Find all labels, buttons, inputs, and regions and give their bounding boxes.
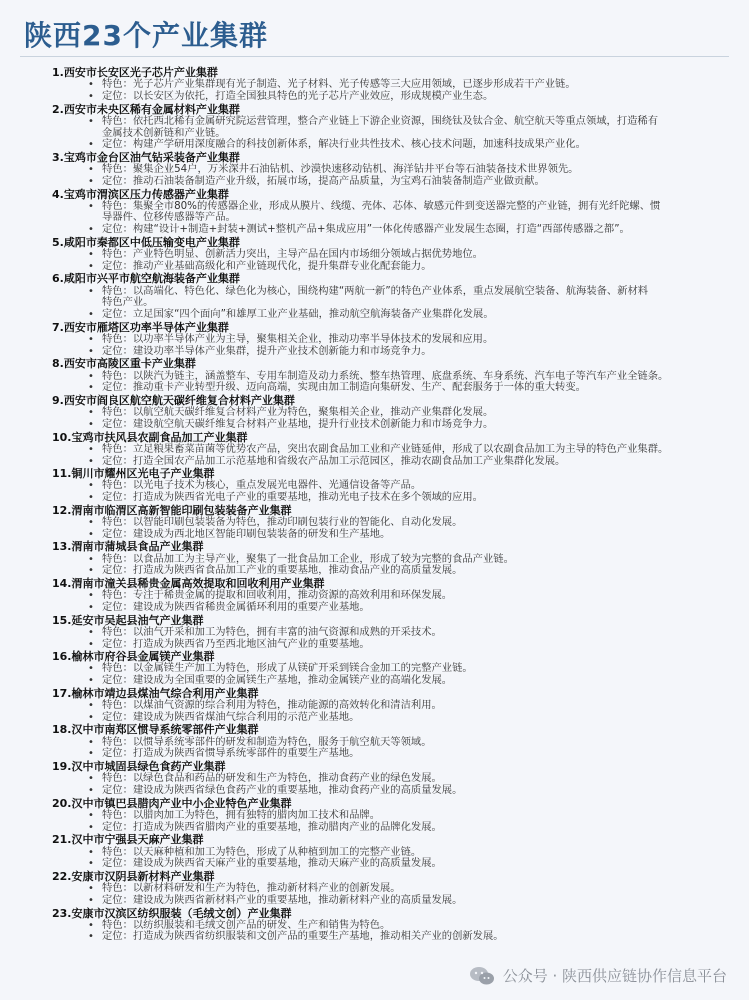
- feature-text: 以天麻种植和加工为特色，形成了从种植到加工的完整产业链。: [132, 845, 422, 858]
- position-text: 打造成为陕西省食品加工产业的重要基地，推动食品产业的高质量发展。: [132, 564, 463, 577]
- position-text: 建设成为陕西省天麻产业的重要基地，推动天麻产业的高质量发展。: [132, 857, 442, 870]
- bullet-icon: •: [88, 455, 94, 467]
- position-text: 打造成为陕西省腊肉产业的重要基地，推动腊肉产业的品牌化发展。: [132, 820, 442, 833]
- position-label: 定位：: [102, 344, 133, 357]
- feature-label: 特色：: [102, 845, 133, 858]
- page-title: 陕西23个产业集群: [24, 19, 268, 52]
- feature-text: 以功率半导体产业为主导，聚集相关企业，推动功率半导体技术的发展和应用。: [132, 332, 494, 345]
- feature-label: 特色：: [102, 882, 133, 895]
- cluster-item: [52, 103, 728, 151]
- cluster-title: 17.榆林市靖边县煤油气综合利用产业集群: [52, 686, 259, 700]
- cluster-position-line: [52, 419, 728, 431]
- cluster-position-line: [52, 529, 728, 541]
- cluster-title: 13.渭南市蒲城县食品产业集群: [52, 540, 204, 554]
- position-text: 打造全国农产品加工示范基地和省级农产品加工示范园区，推动农副食品加工产业集群化发展。: [132, 454, 566, 467]
- position-label: 定位：: [102, 893, 133, 906]
- feature-label: 特色：: [102, 699, 133, 712]
- cluster-position-line: [52, 309, 728, 321]
- position-text: 推动重卡产业转型升级、迈向高端，实现由加工制造向集研发、生产、配套服务于一体的重大转变。: [132, 381, 586, 394]
- bullet-icon: •: [88, 565, 94, 577]
- bullet-icon: •: [88, 175, 94, 187]
- cluster-item: [52, 540, 728, 577]
- position-text: 打造成为陕西省惯导系统零部件的重要生产基地。: [132, 747, 360, 760]
- cluster-item: [52, 394, 728, 431]
- position-label: 定位：: [102, 417, 133, 430]
- cluster-title: 2.西安市未央区稀有金属材料产业集群: [52, 102, 240, 116]
- bullet-icon: •: [88, 773, 94, 785]
- cluster-title: 15.延安市吴起县油气产业集群: [52, 613, 204, 627]
- feature-label: 特色：: [102, 284, 133, 297]
- cluster-title: 16.榆林市府谷县金属镁产业集群: [52, 650, 215, 664]
- cluster-item: [52, 236, 728, 273]
- cluster-position-line: [52, 492, 728, 504]
- bullet-icon: •: [88, 79, 94, 91]
- position-text: 建设成为陕西省煤油气综合利用的示范产业基地。: [132, 710, 360, 723]
- position-text: 立足国家“四个面向”和雄厚工业产业基础，推动航空航海装备产业集群化发展。: [132, 308, 494, 321]
- bullet-icon: •: [88, 626, 94, 638]
- position-label: 定位：: [102, 930, 133, 943]
- position-label: 定位：: [102, 820, 133, 833]
- position-label: 定位：: [102, 491, 133, 504]
- cluster-title: 1.西安市长安区光子芯片产业集群: [52, 66, 218, 79]
- bullet-icon: •: [88, 333, 94, 345]
- cluster-item: [52, 188, 728, 236]
- feature-text: 以惯导系统零部件的研发和制造为特色，服务于航空航天等领域。: [132, 735, 432, 748]
- feature-label: 特色：: [102, 369, 133, 382]
- cluster-title: 11.铜川市耀州区光电子产业集群: [52, 467, 215, 481]
- feature-text: 以智能印刷包装装备为特色，推动印刷包装行业的智能化、自动化发展。: [132, 516, 463, 529]
- cluster-position-line: [52, 261, 728, 273]
- feature-text: 光子芯片产业集群现有光子制造、光子材料、光子传感等三大应用领域，已逐步形成若干产业链。: [132, 78, 576, 91]
- bullet-icon: •: [88, 492, 94, 504]
- cluster-item: [52, 614, 728, 651]
- position-text: 打造成为陕西省乃至西北地区油气产业的重要基地。: [132, 637, 370, 650]
- cluster-item: [52, 357, 728, 394]
- cluster-item: [52, 431, 728, 468]
- bullet-icon: •: [88, 164, 94, 176]
- bullet-icon: •: [88, 115, 94, 127]
- feature-label: 特色：: [102, 918, 133, 931]
- feature-text: 以陕汽为链主，涵盖整车、专用车制造及动力系统、整车热管理、底盘系统、车身系统、汽车电子等汽车产业全链条。: [132, 369, 669, 382]
- position-label: 定位：: [102, 381, 133, 394]
- footer-watermark: [469, 965, 727, 986]
- cluster-title: 12.渭南市临渭区高新智能印刷包装装备产业集群: [52, 503, 292, 517]
- cluster-title: 22.安康市汉阴县新材料产业集群: [52, 869, 215, 883]
- bullet-icon: •: [88, 663, 94, 675]
- bullet-icon: •: [88, 858, 94, 870]
- feature-label: 特色：: [102, 625, 133, 638]
- cluster-item: [52, 577, 728, 614]
- feature-label: 特色：: [102, 248, 133, 261]
- bullet-icon: •: [88, 407, 94, 419]
- feature-text: 聚集企业54户，万米深井石油钻机、沙漠快速移动钻机、海洋钻井平台等石油装备技术世界领先。: [132, 163, 579, 176]
- bullet-icon: •: [88, 736, 94, 748]
- cluster-title: 5.咸阳市秦都区中低压输变电产业集群: [52, 235, 240, 249]
- bullet-icon: •: [88, 224, 94, 236]
- cluster-position-line: [52, 822, 728, 834]
- cluster-title: 14.渭南市潼关县稀贵金属高效提取和回收利用产业集群: [52, 577, 325, 591]
- cluster-title: 19.汉中市城固县绿色食药产业集群: [52, 760, 226, 774]
- cluster-item: [52, 760, 728, 797]
- feature-label: 特色：: [102, 516, 133, 529]
- cluster-item: [52, 151, 728, 188]
- cluster-title: 21.汉中市宁强县天麻产业集群: [52, 833, 204, 847]
- feature-label: 特色：: [102, 332, 133, 345]
- cluster-item: [52, 833, 728, 870]
- feature-text: 以航空航天碳纤维复合材料产业为特色，聚集相关企业，推动产业集群化发展。: [132, 406, 494, 419]
- position-text: 打造成为陕西省纺织服装和文创产品的重要生产基地，推动相关产业的创新发展。: [132, 930, 504, 943]
- cluster-item: [52, 687, 728, 724]
- cluster-item: [52, 321, 728, 358]
- feature-label: 特色：: [102, 808, 133, 821]
- feature-text: 金属技术创新链和产业链。: [102, 126, 226, 139]
- bullet-icon: •: [88, 528, 94, 540]
- cluster-item: [52, 66, 728, 103]
- feature-text: 集聚全市80%的传感器企业，形成从膜片、线缆、壳体、芯体、敏感元件到变送器完整的产业链，拥有光纤陀螺、惯: [132, 199, 661, 212]
- feature-text: 专注于稀贵金属的提取和回收利用，推动资源的高效利用和环保发展。: [132, 589, 453, 602]
- cluster-item: [52, 870, 728, 907]
- feature-label: 特色：: [102, 442, 133, 455]
- position-label: 定位：: [102, 783, 133, 796]
- bullet-icon: •: [88, 748, 94, 760]
- position-label: 定位：: [102, 710, 133, 723]
- cluster-list: [52, 66, 728, 943]
- feature-text: 以纺织服装和毛绒文创产品的研发、生产和销售为特色。: [132, 918, 391, 931]
- bullet-icon: •: [88, 846, 94, 858]
- feature-text: 以腊肉加工为特色，拥有独特的腊肉加工技术和品牌。: [132, 808, 381, 821]
- feature-text: 以煤油气资源的综合利用为特色，推动能源的高效转化和清洁利用。: [132, 699, 442, 712]
- feature-label: 特色：: [102, 772, 133, 785]
- position-text: 推动石油装备制造产业升级，拓展市场，提高产品质量，为宝鸡石油装备制造产业做贡献。: [132, 174, 545, 187]
- bullet-icon: •: [88, 931, 94, 943]
- position-label: 定位：: [102, 637, 133, 650]
- bullet-icon: •: [88, 443, 94, 455]
- bullet-icon: •: [88, 309, 94, 321]
- cluster-position-line: [52, 931, 728, 943]
- bullet-icon: •: [88, 638, 94, 650]
- bullet-icon: •: [88, 345, 94, 357]
- footer-text: 公众号 · 陕西供应链协作信息平台: [502, 967, 727, 985]
- feature-text: 以高端化、特色化、绿色化为核心，围绕构建“两航一新”的特色产业体系，重点发展航空装备、航海装备、新材料: [132, 284, 649, 297]
- feature-label: 特色：: [102, 406, 133, 419]
- bullet-icon: •: [88, 883, 94, 895]
- cluster-position-line: [52, 785, 728, 797]
- position-text: 建设成为陕西省绿色食药产业的重要基地，推动食药产业的高质量发展。: [132, 783, 463, 796]
- position-label: 定位：: [102, 138, 133, 151]
- bullet-icon: •: [88, 809, 94, 821]
- position-text: 建设航空航天碳纤维复合材料产业基地，提升行业技术创新能力和市场竞争力。: [132, 417, 494, 430]
- bullet-icon: •: [88, 382, 94, 394]
- cluster-title: 6.咸阳市兴平市航空航海装备产业集群: [52, 272, 240, 286]
- position-label: 定位：: [102, 308, 133, 321]
- cluster-title: 10.宝鸡市扶风县农副食品加工产业集群: [52, 430, 248, 444]
- feature-text: 以油气开采和加工为特色，拥有丰富的油气资源和成熟的开采技术。: [132, 625, 442, 638]
- bullet-icon: •: [88, 139, 94, 151]
- bullet-icon: •: [88, 601, 94, 613]
- bullet-icon: •: [88, 590, 94, 602]
- feature-text: 以绿色食品和药品的研发和生产为特色，推动食药产业的绿色发展。: [132, 772, 442, 785]
- bullet-icon: •: [88, 517, 94, 529]
- cluster-title: 3.宝鸡市金台区油气钻采装备产业集群: [52, 150, 240, 164]
- bullet-icon: •: [88, 480, 94, 492]
- bullet-icon: •: [88, 370, 94, 382]
- feature-text: 依托西北稀有金属研究院运营管理，整合产业链上下游企业资源，围绕钛及钛合金、航空航天等重点领域，打造稀有: [132, 114, 659, 127]
- position-text: 推动产业基础高级化和产业链现代化，提升集群专业化配套能力。: [132, 259, 432, 272]
- bullet-icon: •: [88, 700, 94, 712]
- feature-text: 以光电子技术为核心，重点发展光电器件、光通信设备等产品。: [132, 479, 422, 492]
- cluster-position-line: [52, 895, 728, 907]
- position-label: 定位：: [102, 89, 133, 102]
- feature-label: 特色：: [102, 552, 133, 565]
- feature-label: 特色：: [102, 479, 133, 492]
- bullet-icon: •: [88, 553, 94, 565]
- feature-text: 以金属镁生产加工为特色，形成了从镁矿开采到镁合金加工的完整产业链。: [132, 662, 473, 675]
- bullet-icon: •: [88, 894, 94, 906]
- bullet-icon: •: [88, 249, 94, 261]
- bullet-icon: •: [88, 285, 94, 297]
- position-text: 以长安区为依托，打造全国独具特色的光子芯片产业效应，形成规模产业生态。: [132, 89, 494, 102]
- bullet-icon: •: [88, 90, 94, 102]
- feature-text: 特色产业。: [102, 296, 154, 309]
- position-text: 建设成为陕西省新材料产业的重要基地，推动新材料产业的高质量发展。: [132, 893, 463, 906]
- cluster-title: 7.西安市雁塔区功率半导体产业集群: [52, 320, 229, 334]
- position-text: 建设成为陕西省稀贵金属循环利用的重要产业基地。: [132, 600, 370, 613]
- position-text: 构建产学研用深度融合的科技创新体系，解决行业共性技术、核心技术问题，加速科技成果产业化。: [132, 138, 586, 151]
- feature-label: 特色：: [102, 735, 133, 748]
- bullet-icon: •: [88, 675, 94, 687]
- bullet-icon: •: [88, 418, 94, 430]
- cluster-item: [52, 797, 728, 834]
- cluster-position-line: [52, 858, 728, 870]
- cluster-title: 20.汉中市镇巴县腊肉产业中小企业特色产业集群: [52, 796, 292, 810]
- cluster-position-line: [52, 176, 728, 188]
- cluster-title: 4.宝鸡市渭滨区压力传感器产业集群: [52, 187, 229, 201]
- feature-label: 特色：: [102, 662, 133, 675]
- cluster-position-line: [52, 565, 728, 577]
- feature-text: 以食品加工为主导产业，聚集了一批食品加工企业，形成了较为完整的食品产业链。: [132, 552, 514, 565]
- position-label: 定位：: [102, 223, 133, 236]
- position-label: 定位：: [102, 600, 133, 613]
- position-label: 定位：: [102, 527, 133, 540]
- cluster-item: [52, 504, 728, 541]
- title-divider: [20, 56, 729, 57]
- cluster-position-line: [52, 748, 728, 760]
- position-label: 定位：: [102, 747, 133, 760]
- cluster-item: [52, 650, 728, 687]
- position-label: 定位：: [102, 674, 133, 687]
- cluster-item: [52, 723, 728, 760]
- feature-text: 产业特色明显、创新活力突出，主导产品在国内市场细分领域占据优势地位。: [132, 248, 483, 261]
- cluster-item: [52, 907, 728, 944]
- position-text: 建设成为全国重要的金属镁生产基地，推动金属镁产业的高端化发展。: [132, 674, 453, 687]
- cluster-position-line: [52, 224, 728, 236]
- cluster-title: 8.西安市高陵区重卡产业集群: [52, 357, 196, 371]
- bullet-icon: •: [88, 919, 94, 931]
- feature-label: 特色：: [102, 114, 133, 127]
- feature-label: 特色：: [102, 78, 133, 91]
- cluster-position-line: [52, 675, 728, 687]
- wechat-icon: [469, 966, 495, 986]
- bullet-icon: •: [88, 784, 94, 796]
- feature-text: 立足粮果畜菜苗菌等优势农产品，突出农副食品加工业和产业链延伸，形成了以农副食品加工为主导的特色产业集群。: [132, 442, 669, 455]
- bullet-icon: •: [88, 260, 94, 272]
- position-text: 构建“设计+制造+封装+测试+整机产品+集成应用”一体化传感器产业发展生态圈，打造“西部传感器之都”。: [132, 223, 630, 236]
- cluster-position-line: [52, 139, 728, 151]
- position-label: 定位：: [102, 564, 133, 577]
- bullet-icon: •: [88, 821, 94, 833]
- cluster-position-line: [52, 346, 728, 358]
- feature-label: 特色：: [102, 163, 133, 176]
- cluster-position-line: [52, 639, 728, 651]
- feature-label: 特色：: [102, 199, 133, 212]
- position-label: 定位：: [102, 857, 133, 870]
- cluster-position-line: [52, 456, 728, 468]
- bullet-icon: •: [88, 711, 94, 723]
- cluster-position-line: [52, 382, 728, 394]
- cluster-item: [52, 272, 728, 320]
- position-label: 定位：: [102, 174, 133, 187]
- position-text: 建设成为西北地区智能印刷包装装备的研发和生产基地。: [132, 527, 391, 540]
- position-text: 打造成为陕西省光电子产业的重要基地，推动光电子技术在多个领域的应用。: [132, 491, 483, 504]
- cluster-position-line: [52, 602, 728, 614]
- feature-text: 以新材料研发和生产为特色，推动新材料产业的创新发展。: [132, 882, 401, 895]
- cluster-title: 18.汉中市南郑区惯导系统零部件产业集群: [52, 723, 259, 737]
- cluster-position-line: [52, 712, 728, 724]
- cluster-item: [52, 467, 728, 504]
- position-label: 定位：: [102, 454, 133, 467]
- bullet-icon: •: [88, 200, 94, 212]
- position-text: 建设功率半导体产业集群，提升产业技术创新能力和市场竞争力。: [132, 344, 432, 357]
- cluster-title: 23.安康市汉滨区纺织服装（毛绒文创）产业集群: [52, 906, 292, 920]
- feature-text: 导器件、位移传感器等产品。: [102, 211, 236, 224]
- cluster-title: 9.西安市阎良区航空航天碳纤维复合材料产业集群: [52, 393, 295, 407]
- cluster-position-line: [52, 91, 728, 103]
- position-label: 定位：: [102, 259, 133, 272]
- feature-label: 特色：: [102, 589, 133, 602]
